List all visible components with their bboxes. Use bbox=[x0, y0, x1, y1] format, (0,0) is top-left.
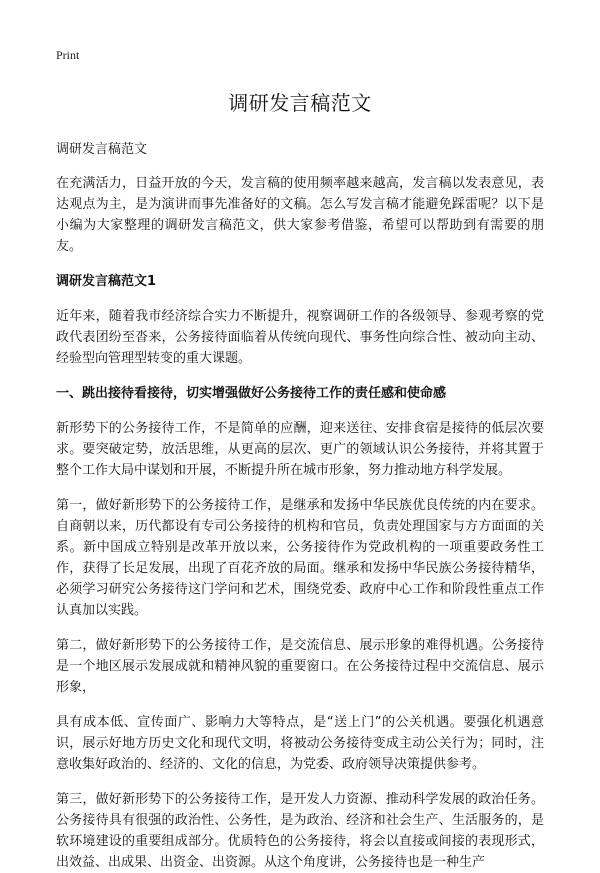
print-link[interactable]: Print bbox=[56, 48, 80, 62]
document-subtitle: 调研发言稿范文 bbox=[56, 142, 148, 157]
paragraph-b: 第一，做好新形势下的公务接待工作，是继承和发扬中华民族优良传统的内在要求。自商朝以来，历代都设有专司公务接待的机构和官员，负责处理国家与方方面面的关系。新中国成立特别是改革开放以来，公务接待作为党政机构的一项重要政务性工作，获得了长足发展，出现了百花齐放的局面。继承和发扬中华民族公务接待精华，必须学习研究公务接待这门学问和艺术，围绕党委、政府中心工作和阶段性重点工作认真加以实践。 bbox=[56, 498, 544, 618]
section1-paragraph: 近年来，随着我市经济综合实力不断提升，视察调研工作的各级领导、参观考察的党政代表团纷至沓来，公务接待面临着从传统向现代、事务性向综合性、被动向主动、经验型向管理型转变的重大课题。 bbox=[56, 309, 544, 366]
intro-paragraph: 在充满活力，日益开放的今天，发言稿的使用频率越来越高，发言稿以发表意见，表达观点为主，是为演讲而事先准备好的文稿。怎么写发言稿才能避免踩雷呢？以下是小编为大家整理的调研发言稿范文，供大家参考借鉴，希望可以帮助到有需要的朋友。 bbox=[56, 176, 544, 254]
paragraph-a: 新形势下的公务接待工作，不是简单的应酬，迎来送往、安排食宿是接待的低层次要求。要突破定势，放活思维，从更高的层次、更广的领域认识公务接待，并将其置于整个工作大局中谋划和开展，不断提升所在城市形象，努力推动地方科学发展。 bbox=[56, 421, 544, 478]
paragraph-c: 第二，做好新形势下的公务接待工作，是交流信息、展示形象的难得机遇。公务接待是一个地区展示发展成就和精神风貌的重要窗口。在公务接待过程中交流信息、展示形象， bbox=[56, 638, 544, 695]
subheading-one: 一、跳出接待看接待，切实增强做好公务接待工作的责任感和使命感 bbox=[56, 386, 447, 401]
paragraph-d: 具有成本低、宣传面广、影响力大等特点，是“送上门”的公关机遇。要强化机遇意识，展示好地方历史文化和现代文明，将被动公务接待变成主动公关行为；同时，注意收集好政治的、经济的、文化的信息，为党委、政府领导决策提供参考。 bbox=[56, 715, 544, 772]
document-title: 调研发言稿范文 bbox=[228, 91, 372, 115]
section-heading-1: 调研发言稿范文1 bbox=[56, 274, 157, 289]
paragraph-e: 第三，做好新形势下的公务接待工作，是开发人力资源、推动科学发展的政治任务。公务接待具有很强的政治性、公务性，是为政治、经济和社会生产、生活服务的，是软环境建设的重要组成部分。优质特色的公务接待，将会以直接或间接的表现形式，出效益、出成果、出资金、出资源。从这个角度讲，公务接待也是一种生产 bbox=[56, 792, 544, 870]
